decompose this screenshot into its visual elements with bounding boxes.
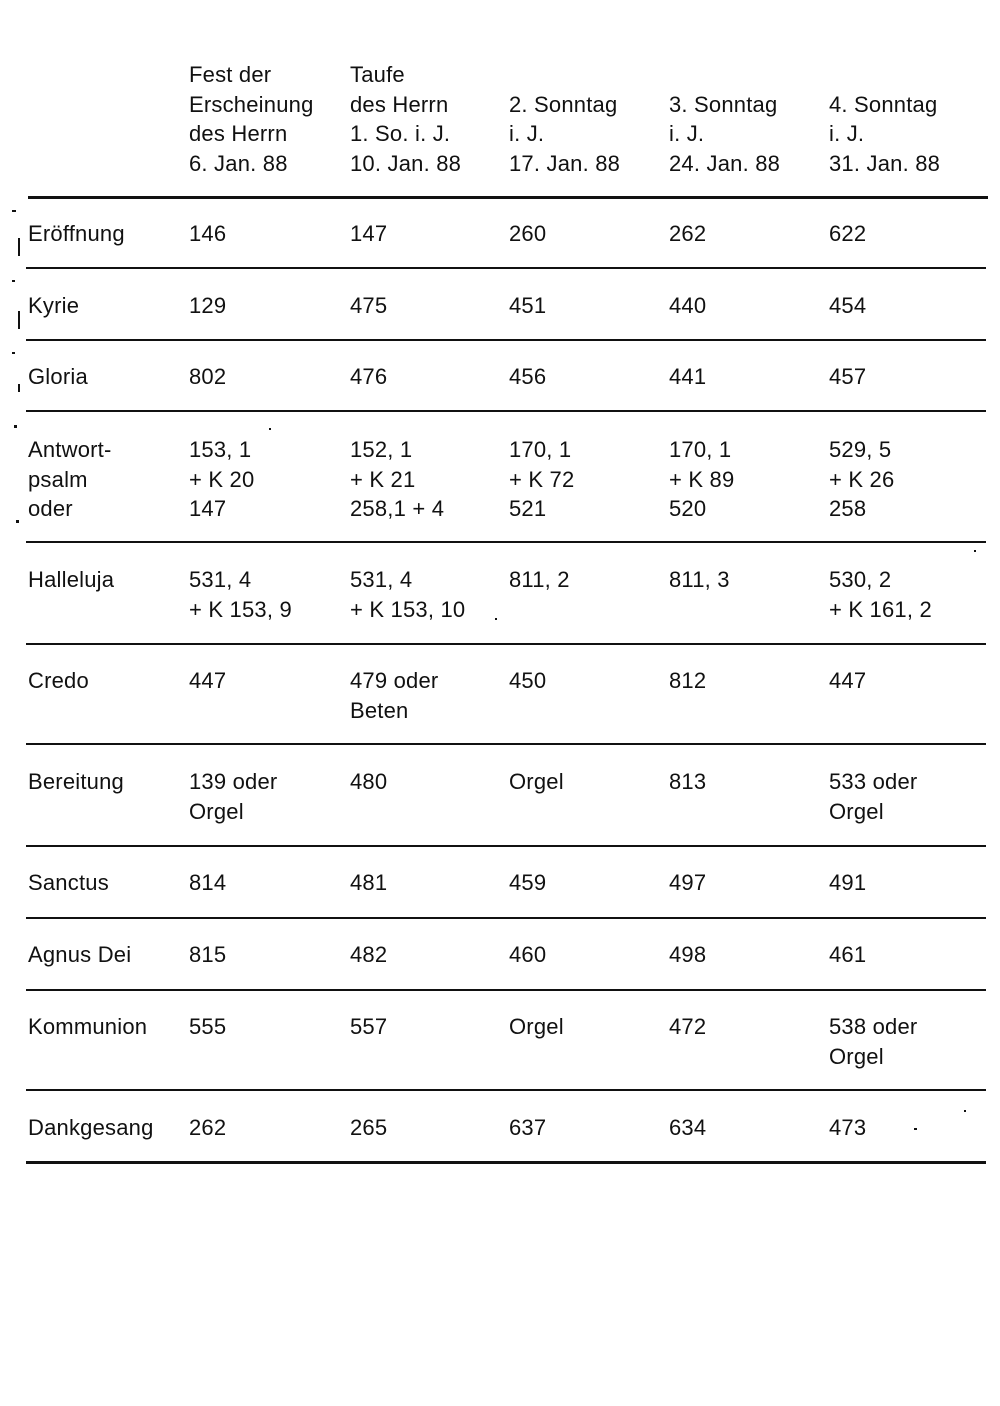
cell-line: + K 89 bbox=[669, 466, 735, 492]
row-label-line: Halleluja bbox=[28, 567, 115, 592]
header-col-sunday-2 bbox=[509, 90, 620, 179]
cell-line: 265 bbox=[350, 1115, 388, 1140]
cell-line: 531, 4 bbox=[350, 567, 413, 592]
cell-line: 460 bbox=[509, 942, 547, 967]
row-label bbox=[28, 291, 79, 321]
cell-line: 147 bbox=[189, 496, 227, 521]
scan-speck bbox=[269, 428, 271, 430]
table-cell bbox=[509, 435, 574, 524]
row-label bbox=[28, 362, 88, 392]
row-label bbox=[28, 767, 124, 797]
table-cell bbox=[350, 362, 387, 392]
table-cell bbox=[350, 767, 387, 797]
table-rule bbox=[26, 541, 986, 543]
table-cell bbox=[189, 940, 226, 970]
header-line: 3. Sonntag bbox=[669, 91, 778, 117]
row-label bbox=[28, 565, 114, 595]
header-line: 10. Jan. 88 bbox=[350, 150, 462, 176]
table-cell bbox=[189, 1012, 226, 1042]
cell-line: 811, 2 bbox=[509, 567, 570, 592]
table-cell bbox=[350, 1012, 387, 1042]
cell-line: 262 bbox=[189, 1115, 227, 1140]
cell-line: 457 bbox=[829, 364, 867, 389]
scan-speck bbox=[16, 520, 19, 523]
row-label-line: Credo bbox=[28, 668, 89, 693]
row-label bbox=[28, 1012, 147, 1042]
table-rule bbox=[26, 743, 986, 745]
row-label bbox=[28, 435, 112, 524]
header-line: 31. Jan. 88 bbox=[829, 150, 941, 176]
cell-line: Orgel bbox=[829, 798, 884, 824]
scan-speck bbox=[914, 1128, 917, 1130]
cell-line: 491 bbox=[829, 870, 867, 895]
table-rule bbox=[26, 917, 986, 919]
row-label-line: oder bbox=[28, 496, 73, 521]
table-cell bbox=[669, 219, 706, 249]
cell-line: 479 oder bbox=[350, 668, 439, 693]
table-cell bbox=[189, 565, 292, 624]
table-cell bbox=[829, 565, 932, 624]
cell-line: 538 oder bbox=[829, 1014, 918, 1039]
cell-line: 454 bbox=[829, 293, 867, 318]
scan-speck bbox=[12, 210, 16, 212]
cell-line: 447 bbox=[829, 668, 867, 693]
table-rule bbox=[26, 1161, 986, 1164]
cell-line: 520 bbox=[669, 496, 707, 521]
table-cell bbox=[509, 219, 546, 249]
table-cell bbox=[189, 1113, 226, 1143]
cell-line: + K 20 bbox=[189, 466, 255, 492]
row-label bbox=[28, 666, 89, 696]
header-line: 4. Sonntag bbox=[829, 91, 938, 117]
table-cell bbox=[189, 362, 226, 392]
table-cell bbox=[189, 291, 226, 321]
table-cell bbox=[829, 1113, 866, 1143]
cell-line: 637 bbox=[509, 1115, 547, 1140]
table-cell bbox=[669, 291, 706, 321]
header-line: Erscheinung bbox=[189, 91, 314, 117]
table-cell bbox=[669, 767, 706, 797]
cell-line: 814 bbox=[189, 870, 227, 895]
cell-line: 459 bbox=[509, 870, 547, 895]
cell-line: 152, 1 bbox=[350, 437, 413, 462]
cell-line: 147 bbox=[350, 221, 388, 246]
header-col-sunday-4 bbox=[829, 90, 940, 179]
cell-line: 258 bbox=[829, 496, 867, 521]
table-cell bbox=[669, 1113, 706, 1143]
cell-line: 170, 1 bbox=[509, 437, 572, 462]
table-cell bbox=[509, 940, 546, 970]
row-label-line: Gloria bbox=[28, 364, 88, 389]
cell-line: 521 bbox=[509, 496, 547, 521]
table-cell bbox=[829, 1012, 917, 1071]
cell-line: 812 bbox=[669, 668, 707, 693]
cell-line: + K 153, 10 bbox=[350, 596, 466, 622]
table-cell bbox=[509, 1012, 564, 1042]
table-cell bbox=[350, 940, 387, 970]
row-label-line: Bereitung bbox=[28, 769, 124, 794]
cell-line: Beten bbox=[350, 697, 409, 723]
table-cell bbox=[669, 565, 730, 595]
table-cell bbox=[509, 1113, 546, 1143]
header-col-baptism bbox=[350, 60, 461, 178]
cell-line: 622 bbox=[829, 221, 867, 246]
cell-line: + K 21 bbox=[350, 466, 416, 492]
scan-speck bbox=[495, 618, 497, 620]
table-cell bbox=[350, 868, 387, 898]
table-cell bbox=[829, 291, 866, 321]
table-cell bbox=[350, 291, 387, 321]
scan-speck bbox=[14, 425, 17, 428]
table-cell bbox=[829, 362, 866, 392]
table-cell bbox=[509, 565, 570, 595]
cell-line: 529, 5 bbox=[829, 437, 892, 462]
table-rule bbox=[26, 410, 986, 412]
header-line: 1. So. i. J. bbox=[350, 121, 451, 146]
cell-line: 447 bbox=[189, 668, 227, 693]
cell-line: + K 161, 2 bbox=[829, 596, 932, 622]
scan-speck bbox=[18, 238, 20, 256]
header-line: 6. Jan. 88 bbox=[189, 150, 288, 176]
scan-speck bbox=[18, 384, 20, 392]
table-cell bbox=[350, 666, 438, 725]
scan-speck bbox=[964, 1110, 966, 1112]
cell-line: + K 153, 9 bbox=[189, 596, 292, 622]
row-label-line: Kommunion bbox=[28, 1014, 148, 1039]
table-cell bbox=[189, 868, 226, 898]
cell-line: 802 bbox=[189, 364, 227, 389]
cell-line: 456 bbox=[509, 364, 547, 389]
table-rule bbox=[26, 643, 986, 645]
cell-line: 475 bbox=[350, 293, 388, 318]
table-cell bbox=[669, 666, 706, 696]
row-label-line: Kyrie bbox=[28, 293, 80, 318]
header-col-epiphany bbox=[189, 60, 314, 178]
cell-line: 533 oder bbox=[829, 769, 918, 794]
row-label-line: Dankgesang bbox=[28, 1115, 154, 1140]
table-cell bbox=[350, 435, 444, 524]
table-cell bbox=[509, 666, 546, 696]
cell-line: 476 bbox=[350, 364, 388, 389]
table-cell bbox=[350, 1113, 387, 1143]
table-rule bbox=[26, 845, 986, 847]
cell-line: 813 bbox=[669, 769, 707, 794]
row-label-line: Agnus Dei bbox=[28, 942, 132, 967]
table-rule bbox=[26, 989, 986, 991]
scan-speck bbox=[18, 311, 20, 329]
cell-line: 634 bbox=[669, 1115, 707, 1140]
cell-line: 481 bbox=[350, 870, 388, 895]
table-cell bbox=[669, 362, 706, 392]
scan-speck bbox=[12, 280, 15, 282]
cell-line: 498 bbox=[669, 942, 707, 967]
cell-line: 258,1 + 4 bbox=[350, 496, 445, 521]
table-cell bbox=[829, 666, 866, 696]
table-cell bbox=[829, 767, 917, 826]
table-rule bbox=[28, 196, 988, 199]
table-cell bbox=[350, 219, 387, 249]
cell-line: 451 bbox=[509, 293, 547, 318]
table-cell bbox=[189, 666, 226, 696]
scan-speck bbox=[974, 550, 976, 552]
table-cell bbox=[189, 767, 277, 826]
cell-line: 461 bbox=[829, 942, 867, 967]
header-line: des Herrn bbox=[350, 91, 449, 117]
cell-line: 139 oder bbox=[189, 769, 278, 794]
cell-line: 260 bbox=[509, 221, 547, 246]
cell-line: 146 bbox=[189, 221, 227, 246]
table-cell bbox=[669, 435, 734, 524]
cell-line: Orgel bbox=[829, 1043, 884, 1069]
table-cell bbox=[669, 868, 706, 898]
cell-line: 815 bbox=[189, 942, 227, 967]
row-label-line: psalm bbox=[28, 466, 88, 492]
cell-line: 262 bbox=[669, 221, 707, 246]
row-label-line: Eröffnung bbox=[28, 221, 125, 246]
cell-line: 440 bbox=[669, 293, 707, 318]
cell-line: + K 26 bbox=[829, 466, 895, 492]
header-line: i. J. bbox=[669, 121, 705, 146]
cell-line: Orgel bbox=[189, 798, 244, 824]
row-label bbox=[28, 940, 131, 970]
header-line: 2. Sonntag bbox=[509, 91, 618, 117]
cell-line: 482 bbox=[350, 942, 388, 967]
cell-line: 473 bbox=[829, 1115, 867, 1140]
header-line: 17. Jan. 88 bbox=[509, 150, 621, 176]
cell-line: 441 bbox=[669, 364, 707, 389]
header-line: 24. Jan. 88 bbox=[669, 150, 781, 176]
table-cell bbox=[509, 868, 546, 898]
table-cell bbox=[509, 291, 546, 321]
cell-line: + K 72 bbox=[509, 466, 575, 492]
cell-line: 153, 1 bbox=[189, 437, 252, 462]
header-line: des Herrn bbox=[189, 121, 288, 146]
scan-speck bbox=[12, 352, 15, 354]
cell-line: 480 bbox=[350, 769, 388, 794]
header-line: Taufe bbox=[350, 62, 405, 87]
cell-line: 129 bbox=[189, 293, 227, 318]
header-line: i. J. bbox=[829, 121, 865, 146]
table-header bbox=[0, 58, 1000, 188]
cell-line: 497 bbox=[669, 870, 707, 895]
table-cell bbox=[829, 940, 866, 970]
cell-line: 531, 4 bbox=[189, 567, 252, 592]
cell-line: Orgel bbox=[509, 769, 564, 794]
table-rule bbox=[26, 1089, 986, 1091]
table-cell bbox=[509, 767, 564, 797]
row-label bbox=[28, 1113, 154, 1143]
table-cell bbox=[829, 219, 866, 249]
table-cell bbox=[829, 435, 894, 524]
table-cell bbox=[189, 435, 254, 524]
table-cell bbox=[509, 362, 546, 392]
header-line: i. J. bbox=[509, 121, 545, 146]
cell-line: 472 bbox=[669, 1014, 707, 1039]
table-cell bbox=[350, 565, 465, 624]
table-cell bbox=[829, 868, 866, 898]
cell-line: 811, 3 bbox=[669, 567, 730, 592]
table-cell bbox=[189, 219, 226, 249]
table-cell bbox=[669, 940, 706, 970]
cell-line: 557 bbox=[350, 1014, 388, 1039]
table-rule bbox=[26, 339, 986, 341]
header-line: Fest der bbox=[189, 62, 272, 87]
row-label-line: Sanctus bbox=[28, 870, 109, 895]
cell-line: 555 bbox=[189, 1014, 227, 1039]
cell-line: Orgel bbox=[509, 1014, 564, 1039]
cell-line: 450 bbox=[509, 668, 547, 693]
table-rule bbox=[26, 267, 986, 269]
cell-line: 170, 1 bbox=[669, 437, 732, 462]
table-cell bbox=[669, 1012, 706, 1042]
header-col-sunday-3 bbox=[669, 90, 780, 179]
row-label-line: Antwort- bbox=[28, 437, 112, 462]
row-label bbox=[28, 868, 109, 898]
cell-line: 530, 2 bbox=[829, 567, 892, 592]
row-label bbox=[28, 219, 125, 249]
